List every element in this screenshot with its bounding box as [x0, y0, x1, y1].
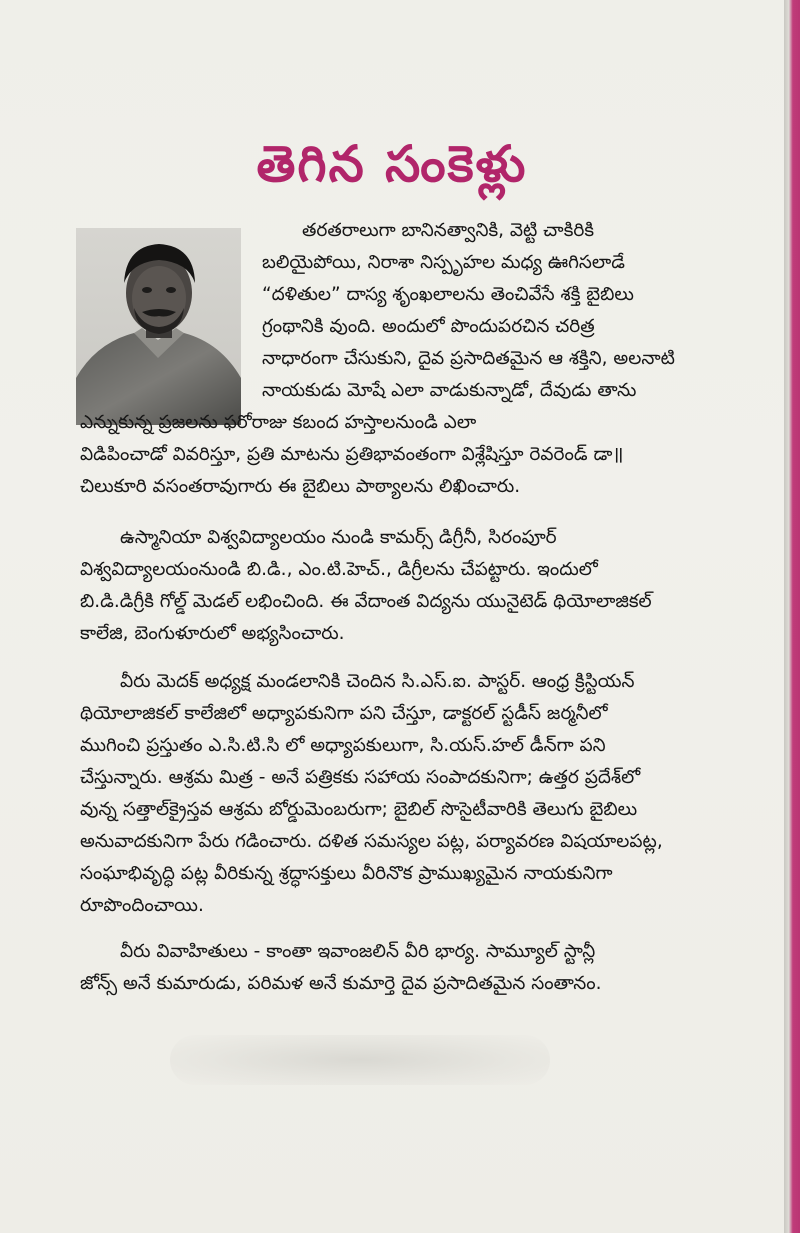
text-line: చిలుకూరి వసంతరావుగారు ఈ బైబిలు పాఠ్యాలను లిఖించారు.: [80, 476, 521, 497]
text-line: కాలేజి, బెంగుళూరులో అభ్యసించారు.: [80, 623, 345, 644]
book-spine-edge: [784, 0, 800, 1233]
text-line: నాధారంగా చేసుకుని, దైవ ప్రసాదితమైన ఆ శక్తిని, అలనాటి: [262, 348, 675, 369]
text-line: ముగించి ప్రస్తుతం ఎ.సి.టి.సి లో అధ్యాపకులుగా, సి.యస్.హల్ డీన్‌గా పని: [80, 735, 606, 756]
paper-smudge: [170, 1035, 550, 1085]
career-paragraph: [80, 666, 730, 922]
text-line: “దళితుల” దాస్య శృంఖలాలను తెంచివేసే శక్తి బైబిలు: [262, 284, 634, 305]
text-line: జోన్స్ అనే కుమారుడు, పరిమళ అనే కుమార్తె దైవ ప్రసాదితమైన సంతానం.: [80, 973, 602, 994]
text-line: ఎన్నుకున్న ప్రజలను ఫరోరాజు కబంద హస్తాలనుండి ఎలా: [80, 412, 477, 433]
family-paragraph: [80, 936, 730, 1000]
text-line: నాయకుడు మోషే ఎలా వాడుకున్నాడో, దేవుడు తాను: [262, 380, 637, 401]
text-line: చేస్తున్నారు. ఆశ్రమ మిత్ర - అనే పత్రికకు సహాయ సంపాదకునిగా; ఉత్తర ప్రదేశ్‌లో: [80, 767, 641, 788]
intro-paragraph-wrapped: [262, 215, 732, 407]
text-line: తరతరాలుగా బానినత్వానికి, వెట్టి చాకిరికి: [302, 220, 594, 241]
intro-paragraph-full: [80, 407, 730, 503]
text-line: గ్రంథానికి వుంది. అందులో పొందుపరచిన చరిత్ర: [262, 316, 595, 337]
text-line: వీరు మెదక్ అధ్యక్ష మండలానికి చెందిన సి.ఎస్.ఐ. పాస్టర్. ఆంధ్ర క్రిస్టియన్: [120, 671, 635, 692]
text-line: బలియైపోయి, నిరాశా నిస్పృహల మధ్య ఊగిసలాడే: [262, 252, 625, 273]
text-line: విడిపించాడో వివరిస్తూ, ప్రతి మాటను ప్రతిభావంతంగా విశ్లేషిస్తూ రెవరెండ్ డా॥: [80, 444, 624, 465]
text-line: వున్న సత్తాల్‌క్రైస్తవ ఆశ్రమ బోర్డుమెంబరుగా; బైబిల్ సొసైటీవారికి తెలుగు బైబిలు: [80, 799, 638, 820]
text-line: విశ్వవిద్యాలయంనుండి బి.డి., ఎం.టి.హెచ్., డిగ్రీలను చేపట్టారు. ఇందులో: [80, 559, 598, 580]
text-line: అనువాదకునిగా పేరు గడించారు. దళిత సమస్యల పట్ల, పర్యావరణ విషయాలపట్ల,: [80, 831, 663, 852]
text-line: ఉస్మానియా విశ్వవిద్యాలయం నుండి కామర్స్ డిగ్రీనీ, సిరంపూర్: [120, 527, 557, 548]
text-line: సంఘాభివృద్ధి పట్ల వీరికున్న శ్రద్ధాసక్తులు వీరినొక ప్రాముఖ్యమైన నాయకునిగా: [80, 863, 613, 884]
author-portrait-icon: [76, 228, 241, 425]
text-line: రూపొందించాయి.: [80, 895, 204, 916]
education-paragraph: [80, 522, 730, 650]
text-line: బి.డి.డిగ్రీకి గోల్డ్ మెడల్ లభించింది. ఈ వేదాంత విద్యను యునైటెడ్ థియోలాజికల్: [80, 591, 652, 612]
book-title: తెగిన సంకెళ్లు: [256, 135, 528, 193]
text-line: వీరు వివాహితులు - కాంతా ఇవాంజలిన్ వీరి భార్య. సామ్యూల్ స్టాన్లీ: [120, 941, 596, 962]
text-line: థియోలాజికల్ కాలేజిలో అధ్యాపకునిగా పని చేస్తూ, డాక్టరల్ స్టడీస్ జర్మనీలో: [80, 703, 608, 724]
